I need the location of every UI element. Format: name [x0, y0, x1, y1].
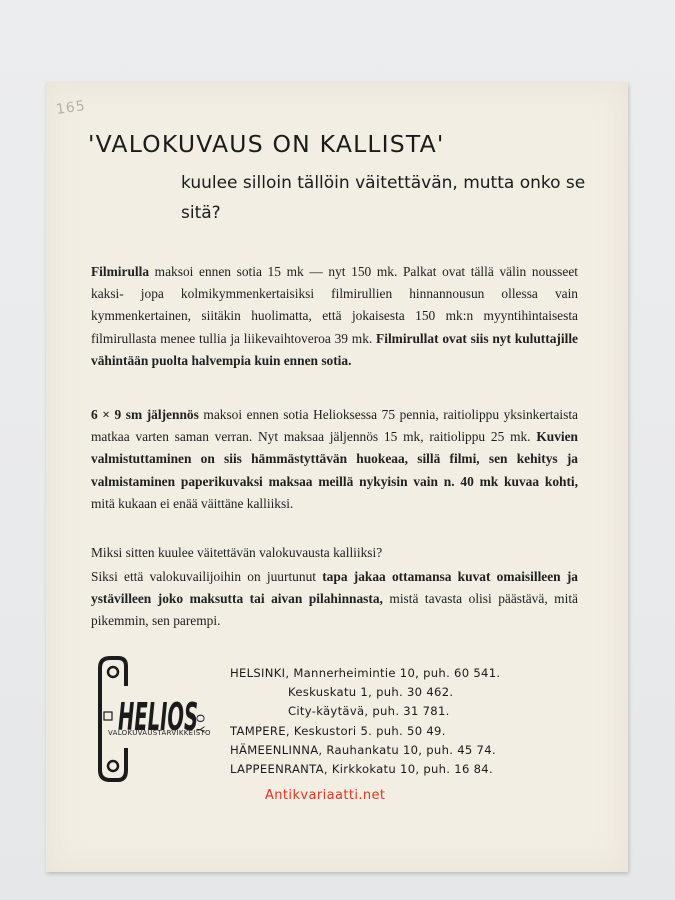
- pencil-note: 165: [55, 98, 87, 118]
- paragraph-answer: [91, 566, 578, 633]
- subheadline: kuulee silloin tällöin väitettävän, mutta onko se sitä?: [181, 173, 586, 223]
- paragraph-text: maksoi ennen sotia Helioksessa 75 pennia, raitiolippu yksinkertaista matkaa varten saman verran. Nyt maksaa jäljennös 15 mk, raitiolippu 25 mk.: [91, 407, 578, 445]
- paragraph-film-roll: [91, 261, 578, 372]
- helios-logo: [96, 652, 212, 782]
- paragraph-text: maksoi ennen sotia 15 mk — nyt 150 mk. Palkat ovat tällä välin nousseet kaksi- jopa kolmikymmenkertaisiksi filmirullien hinnannousun ollessa vain kymmenkertainen, siitäkin huolimatta, että jokaisesta 150 mk:n myyntihintaisesta filmirullasta menee tullia ja liikevaihtoveroa 39 mk.: [91, 264, 578, 346]
- address-line: HÄMEENLINNA, Rauhankatu 10, puh. 45 74.: [230, 742, 496, 757]
- address-line: HELSINKI, Mannerheimintie 10, puh. 60 541.: [230, 666, 501, 680]
- address-line: TAMPERE, Keskustori 5. puh. 50 49.: [230, 723, 446, 738]
- paragraph-tail: mistä tavasta olisi päästävä, mitä pikemmin, sen parempi.: [91, 591, 578, 629]
- paragraph-lead: Filmirulla: [91, 264, 150, 279]
- headline: 'VALOKUVAUS ON KALLISTA': [88, 130, 445, 158]
- watermark: Antikvariaatti.net: [265, 788, 386, 803]
- address-line: City-käytävä, puh. 31 781.: [288, 704, 450, 719]
- address-line: Keskuskatu 1, puh. 30 462.: [288, 685, 454, 700]
- logo-suffix: O Y: [193, 714, 207, 733]
- paragraph-emphasis: Kuvien valmistuttaminen on siis hämmästyttävän huokeaa, sillä filmi, sen kehitys ja valmistaminen paperikuvaksi maksaa meillä nykyisin vain n. 40 mk kuvaa kohti,: [91, 429, 578, 489]
- paragraph-text: Siksi että valokuvailijoihin on juurtunut: [91, 569, 323, 584]
- paragraph-lead: 6 × 9 sm jäljennös: [91, 407, 199, 422]
- logo-brand: HELIOS: [118, 695, 198, 739]
- store-addresses: [230, 664, 560, 779]
- address-line: LAPPEENRANTA, Kirkkokatu 10, puh. 16 84.: [230, 762, 493, 777]
- paragraph-emphasis: Filmirullat ovat siis nyt kuluttajille vähintään puolta halvempia kuin ennen sotia.: [91, 330, 578, 368]
- paragraph-tail: mitä kukaan ei enää väittäne kalliiksi.: [91, 495, 294, 511]
- logo-caption: VALOKUVAUSTARVIKKEISTO: [108, 729, 211, 737]
- paragraph-print-price: [91, 404, 578, 515]
- paragraph-question: Miksi sitten kuulee väitettävän valokuvausta kalliiksi?: [91, 545, 383, 560]
- paragraph-emphasis: tapa jakaa ottamansa kuvat omaisilleen ja ystävilleen joko maksutta tai aivan pilahinnasta,: [91, 569, 578, 607]
